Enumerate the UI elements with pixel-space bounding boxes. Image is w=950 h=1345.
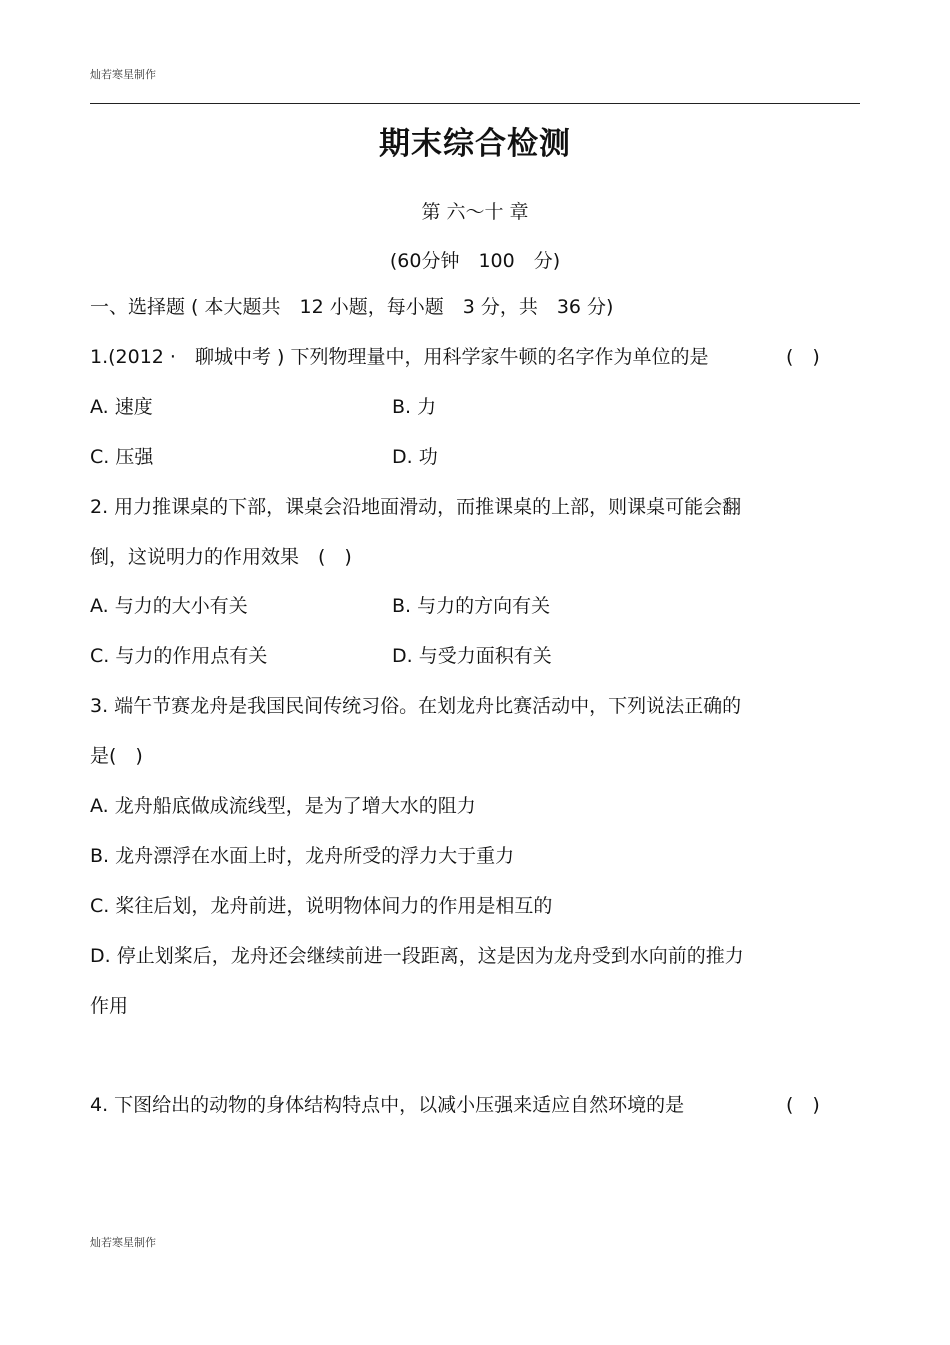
question-1-answer-blank: ( ) xyxy=(786,346,820,368)
question-4-answer-blank: ( ) xyxy=(786,1094,820,1116)
question-3-option-a: A. 龙舟船底做成流线型，是为了增大水的阻力 xyxy=(90,795,476,817)
page-header: 灿若寒星制作 xyxy=(90,68,156,81)
question-3-stem-line-1: 3. 端午节赛龙舟是我国民间传统习俗。在划龙舟比赛活动中，下列说法正确的 xyxy=(90,695,742,717)
question-1-option-a: A. 速度 xyxy=(90,396,153,418)
question-1-option-b: B. 力 xyxy=(392,396,437,418)
page-footer: 灿若寒星制作 xyxy=(90,1236,156,1249)
question-1-option-c: C. 压强 xyxy=(90,446,154,468)
question-2-stem-line-1: 2. 用力推课桌的下部，课桌会沿地面滑动，而推课桌的上部，则课桌可能会翻 xyxy=(90,496,742,518)
time-and-score: (60分钟 100 分) xyxy=(389,250,561,272)
question-1-stem: 1.(2012 · 聊城中考 ) 下列物理量中，用科学家牛顿的名字作为单位的是 xyxy=(90,346,709,368)
header-divider xyxy=(90,103,860,104)
question-2-option-a: A. 与力的大小有关 xyxy=(90,595,248,617)
question-3-option-b: B. 龙舟漂浮在水面上时，龙舟所受的浮力大于重力 xyxy=(90,845,515,867)
question-2-option-c: C. 与力的作用点有关 xyxy=(90,645,268,667)
question-3-option-d: D. 停止划桨后，龙舟还会继续前进一段距离，这是因为龙舟受到水向前的推力 xyxy=(90,945,744,967)
question-3-stem-line-2: 是( ) xyxy=(90,745,143,767)
question-1-option-d: D. 功 xyxy=(392,446,438,468)
page-title: 期末综合检测 xyxy=(379,126,571,162)
question-2-option-b: B. 与力的方向有关 xyxy=(392,595,551,617)
question-2-option-d: D. 与受力面积有关 xyxy=(392,645,552,667)
question-3-option-d-continued: 作用 xyxy=(90,995,129,1017)
question-2-stem-line-2: 倒，这说明力的作用效果 ( ) xyxy=(90,546,352,568)
question-3-option-c: C. 桨往后划，龙舟前进，说明物体间力的作用是相互的 xyxy=(90,895,553,917)
question-4-stem: 4. 下图给出的动物的身体结构特点中，以减小压强来适应自然环境的是 xyxy=(90,1094,685,1116)
chapter-range: 第 六～十 章 xyxy=(421,201,529,223)
section-heading: 一、选择题 ( 本大题共 12 小题，每小题 3 分，共 36 分) xyxy=(90,296,614,318)
